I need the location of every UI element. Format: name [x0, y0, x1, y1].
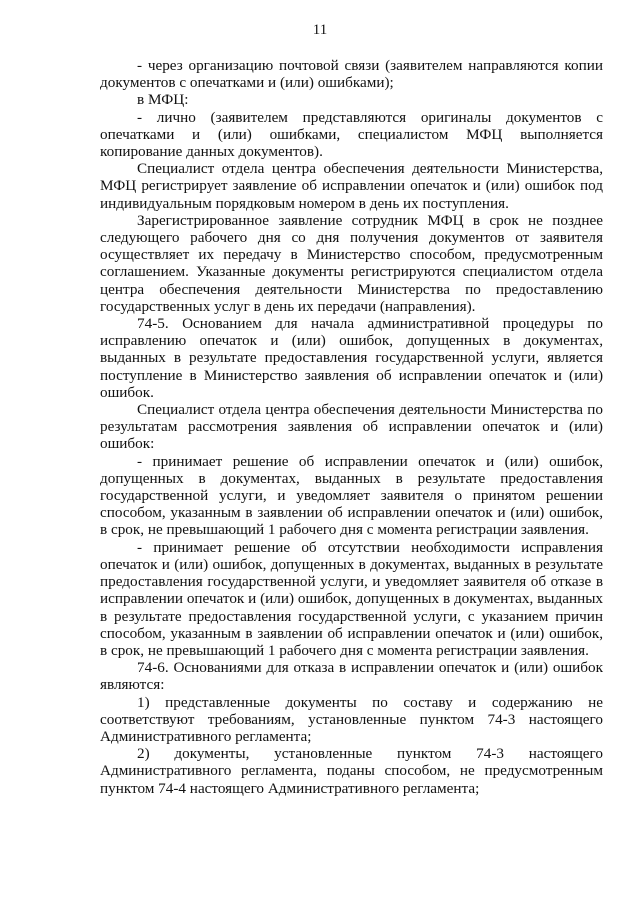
paragraph-reason-2: 2) документы, установленные пунктом 74-3 настоящего Административного регламента, поданы способом, не предусмотренным пунктом 74-4 настоящего Административного регламента;	[100, 745, 603, 797]
paragraph-in-person: - лично (заявителем представляются оригиналы документов с опечатками и (или) ошибками, специалистом МФЦ выполняется копирование данных документов).	[100, 108, 603, 161]
paragraph-74-6: 74-6. Основаниями для отказа в исправлении опечаток и (или) ошибок являются:	[100, 659, 603, 694]
paragraph-postal: - через организацию почтовой связи (заявителем направляются копии документов с опечатками и (или) ошибками);	[100, 57, 603, 92]
page-number: 11	[312, 22, 328, 38]
paragraph-74-5: 74-5. Основанием для начала административной процедуры по исправлению опечаток и (или) ошибок, допущенных в документах, выданных в результате предоставления государственной услуги, является поступление в Министерство заявления об исправлении опечаток и (или) ошибок.	[100, 315, 603, 401]
paragraph-registration: Специалист отдела центра обеспечения деятельности Министерства, МФЦ регистрирует заявление об исправлении опечаток и (или) ошибок под индивидуальным порядковым номером в день их поступления.	[100, 160, 603, 212]
paragraph-mfc-heading: в МФЦ:	[137, 91, 189, 109]
document-body	[100, 57, 603, 797]
paragraph-specialist: Специалист отдела центра обеспечения деятельности Министерства по результатам рассмотрения заявления об исправлении опечаток и (или) ошибок:	[100, 401, 603, 453]
paragraph-transfer: Зарегистрированное заявление сотрудник МФЦ в срок не позднее следующего рабочего дня со дня получения документов от заявителя осуществляет их передачу в Министерство способом, предусмотренным соглашением. Указанные документы регистрируются специалистом отдела центра обеспечения деятельности Министерства по предоставлению государственных услуг в день их передачи (направления).	[100, 211, 603, 315]
paragraph-reason-1: 1) представленные документы по составу и содержанию не соответствуют требованиям, установленные пунктом 74-3 настоящего Административного регламента;	[100, 693, 603, 745]
paragraph-decision-refuse: - принимает решение об отсутствии необходимости исправления опечаток и (или) ошибок, допущенных в документах, выданных в результате предоставления государственной услуги, и уведомляет заявителя об отказе в исправлении опечаток и (или) ошибок, допущенных в документах, выданных в результате предоставления государственной услуги, с указанием причин способом, указанным в заявлении об исправлении опечаток и (или) ошибок, в срок, не превышающий 1 рабочего дня с момента регистрации заявления.	[100, 538, 603, 659]
paragraph-decision-correct: - принимает решение об исправлении опечаток и (или) ошибок, допущенных в документах, выданных в результате предоставления государственной услуги, и уведомляет заявителя о принятом решении способом, указанным в заявлении об исправлении опечаток и (или) ошибок, в срок, не превышающий 1 рабочего дня с момента регистрации заявления.	[100, 452, 603, 539]
